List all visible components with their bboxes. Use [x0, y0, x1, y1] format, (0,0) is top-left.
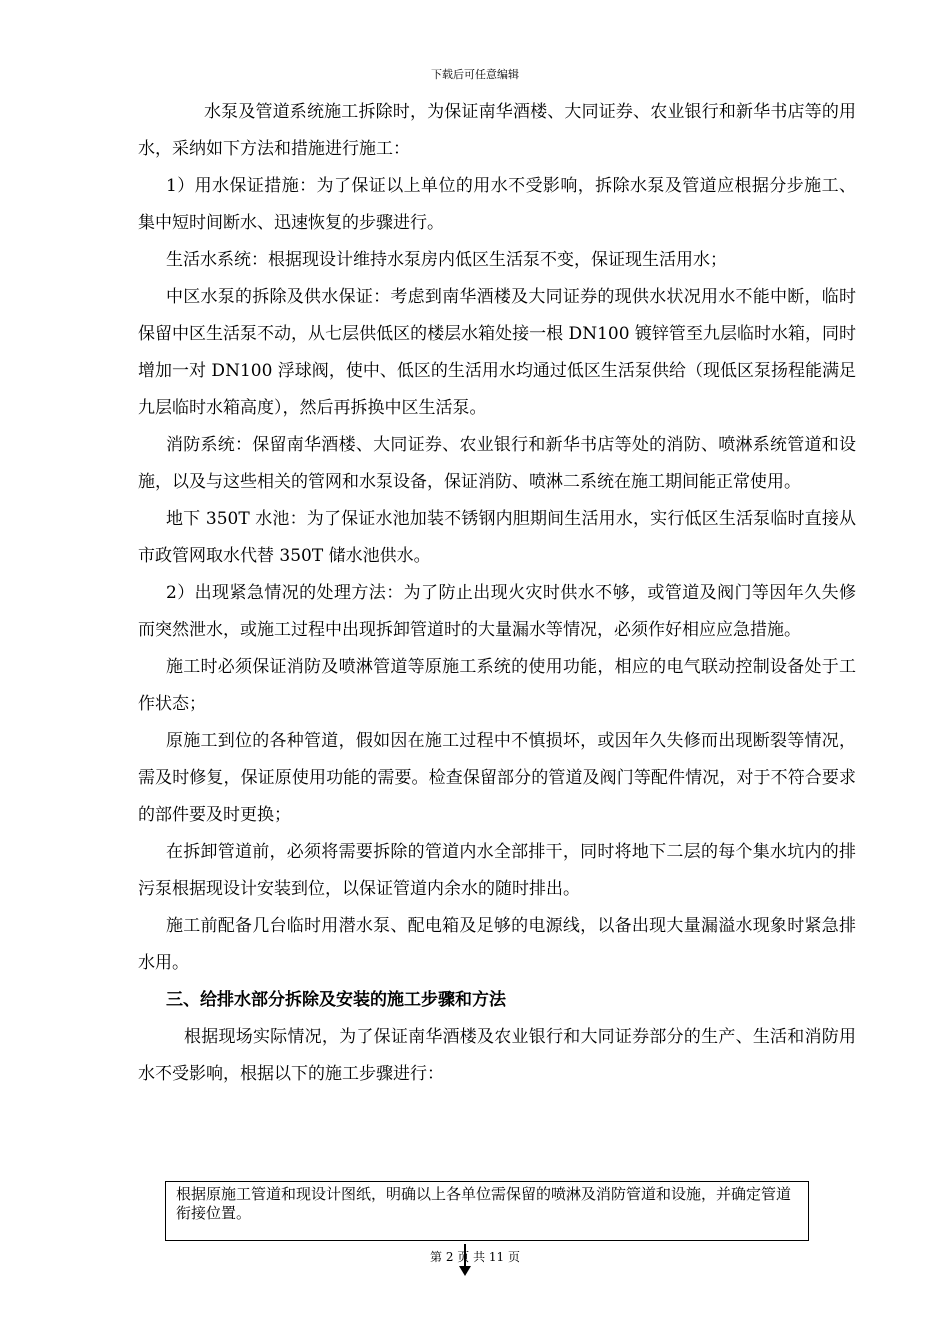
paragraph-emergency: 2）出现紧急情况的处理方法：为了防止出现火灾时供水不够，或管道及阀门等因年久失修而突然泄水，或施工过程中出现拆卸管道时的大量漏水等情况，必须作好相应应急措施。	[138, 583, 856, 640]
paragraph-fire-sprinkler-function: 施工时必须保证消防及喷淋管道等原施工系统的使用功能，相应的电气联动控制设备处于工作状态；	[138, 657, 856, 714]
paragraph-underground-pool: 地下 350T 水池：为了保证水池加装不锈钢内胆期间生活用水，实行低区生活泵临时直接从市政管网取水代替 350T 储水池供水。	[138, 509, 856, 566]
page-footer: 第 2 页 共 11 页	[430, 1250, 520, 1264]
page-header: 下载后可任意编辑	[431, 68, 519, 81]
paragraph-section-intro: 根据现场实际情况，为了保证南华酒楼及农业银行和大同证券部分的生产、生活和消防用水不受影响，根据以下的施工步骤进行：	[138, 1027, 856, 1084]
paragraph-intro: 水泵及管道系统施工拆除时，为保证南华酒楼、大同证券、农业银行和新华书店等的用水，采纳如下方法和措施进行施工：	[138, 102, 856, 159]
paragraph-pipe-repair: 原施工到位的各种管道，假如因在施工过程中不慎损坏，或因年久失修而出现断裂等情况，需及时修复，保证原使用功能的需要。检查保留部分的管道及阀门等配件情况，对于不符合要求的部件要及时更换；	[138, 731, 856, 825]
paragraph-temporary-pumps: 施工前配备几台临时用潜水泵、配电箱及足够的电源线，以备出现大量漏溢水现象时紧急排水用。	[138, 916, 856, 973]
flowchart-step-text: 根据原施工管道和现设计图纸，明确以上各单位需保留的喷淋及消防管道和设施，并确定管道衔接位置。	[176, 1185, 792, 1222]
paragraph-mid-zone-pump: 中区水泵的拆除及供水保证：考虑到南华酒楼及大同证券的现供水状况用水不能中断，临时保留中区生活泵不动，从七层供低区的楼层水箱处接一根 DN100 镀锌管至九层临时水箱，同时增加一对 DN100 浮球阀，使中、低区的生活用水均通过低区生活泵供给（现低区泵扬程能满足九层临时水箱高度），然后再拆换中区生活泵。	[138, 287, 856, 418]
paragraph-domestic-water: 生活水系统：根据现设计维持水泵房内低区生活泵不变，保证现生活用水；	[166, 250, 727, 270]
section-heading: 三、给排水部分拆除及安装的施工步骤和方法	[166, 990, 506, 1010]
flowchart-step-box	[165, 1181, 809, 1241]
paragraph-water-guarantee: 1）用水保证措施：为了保证以上单位的用水不受影响，拆除水泵及管道应根据分步施工、集中短时间断水、迅速恢复的步骤进行。	[138, 176, 856, 233]
document-body	[138, 94, 856, 1093]
paragraph-fire-system: 消防系统：保留南华酒楼、大同证券、农业银行和新华书店等处的消防、喷淋系统管道和设施，以及与这些相关的管网和水泵设备，保证消防、喷淋二系统在施工期间能正常使用。	[138, 435, 856, 492]
paragraph-pipe-drain: 在拆卸管道前，必须将需要拆除的管道内水全部排干，同时将地下二层的每个集水坑内的排污泵根据现设计安装到位，以保证管道内余水的随时排出。	[138, 842, 856, 899]
